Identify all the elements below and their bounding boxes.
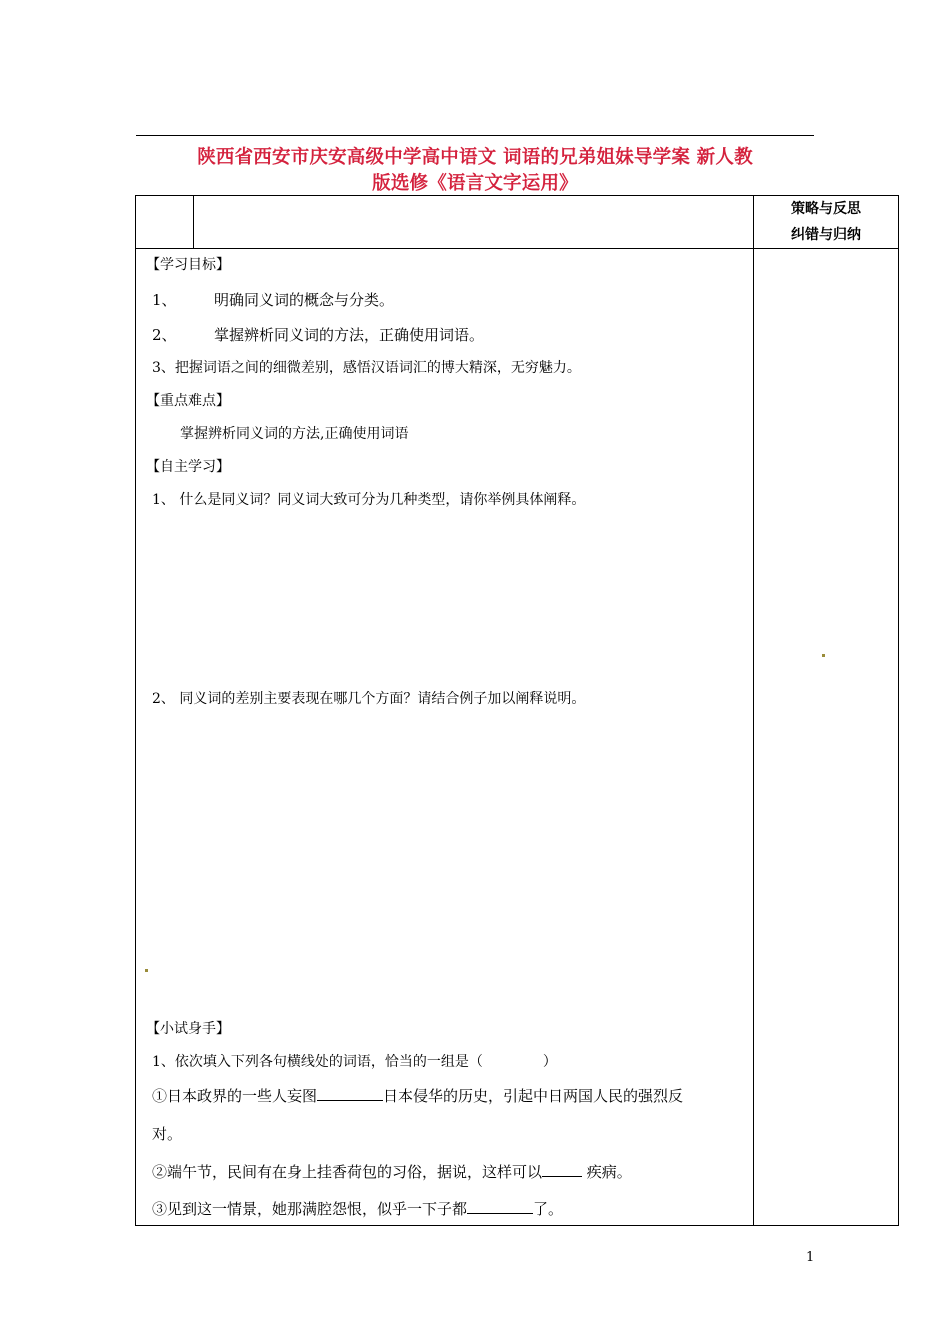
practice-sentence-1 xyxy=(152,1086,683,1106)
header-cell-blank-1 xyxy=(136,196,194,249)
main-content-cell xyxy=(136,249,754,1226)
fill-blank-1[interactable] xyxy=(317,1086,383,1101)
key-points-heading: 【重点难点】 xyxy=(146,393,230,409)
sentence-3-before: ③见到这一情景，她那满腔怨恨，似乎一下子都 xyxy=(152,1200,468,1218)
practice-sentence-1-continued: 对。 xyxy=(152,1125,183,1143)
fill-blank-2[interactable] xyxy=(542,1162,582,1177)
speck-mark-right xyxy=(822,654,825,657)
objective-item-3: 3、把握词语之间的细微差别，感悟汉语词汇的博大精深，无穷魅力。 xyxy=(152,360,581,376)
page-number: 1 xyxy=(806,1250,815,1265)
sidebar-header-line-2: 纠错与归纳 xyxy=(791,227,861,243)
fill-blank-3[interactable] xyxy=(467,1199,533,1214)
document-title xyxy=(136,145,814,197)
practice-question-1 xyxy=(152,1052,557,1072)
notes-column-cell xyxy=(754,249,899,1226)
table-header-row xyxy=(136,196,899,249)
speck-mark xyxy=(145,969,148,972)
self-study-question-1: 1、 什么是同义词？同义词大致可分为几种类型，请你举例具体阐释。 xyxy=(152,492,586,508)
table-body-row xyxy=(136,249,899,1226)
worksheet-table xyxy=(135,195,899,1226)
self-study-question-2: 2、 同义词的差别主要表现在哪几个方面？请结合例子加以阐释说明。 xyxy=(152,691,586,707)
objective-text-2: 掌握辨析同义词的方法，正确使用词语。 xyxy=(214,326,485,344)
objective-item-2 xyxy=(152,325,484,345)
sidebar-header xyxy=(754,196,899,249)
objective-text-1: 明确同义词的概念与分类。 xyxy=(214,291,395,309)
sentence-1-before: ①日本政界的一些人妄图 xyxy=(152,1087,318,1105)
objective-number-1: 1、 xyxy=(152,291,177,309)
key-points-text: 掌握辨析同义词的方法,正确使用词语 xyxy=(180,426,409,442)
sentence-1-after: 日本侵华的历史，引起中日两国人民的强烈反 xyxy=(383,1087,684,1105)
objective-number-2: 2、 xyxy=(152,326,177,344)
practice-sentence-3 xyxy=(152,1199,563,1219)
practice-question-1-prefix: 1、依次填入下列各句横线处的词语，恰当的一组是（ xyxy=(152,1054,483,1070)
practice-sentence-2 xyxy=(152,1162,632,1182)
objective-item-1 xyxy=(152,290,394,310)
practice-heading: 【小试身手】 xyxy=(146,1021,230,1037)
objectives-heading: 【学习目标】 xyxy=(146,257,230,273)
title-line-2: 版选修《语言文字运用》 xyxy=(372,173,578,194)
header-cell-blank-2 xyxy=(194,196,754,249)
header-rule xyxy=(136,135,814,136)
practice-question-1-suffix: ） xyxy=(542,1054,557,1070)
sentence-2-after: 疾病。 xyxy=(582,1163,632,1181)
sentence-3-after: 了。 xyxy=(533,1200,564,1218)
sentence-2-before: ②端午节，民间有在身上挂香荷包的习俗，据说，这样可以 xyxy=(152,1163,543,1181)
sidebar-header-line-1: 策略与反思 xyxy=(791,201,861,217)
self-study-heading: 【自主学习】 xyxy=(146,459,230,475)
title-line-1: 陕西省西安市庆安高级中学高中语文 词语的兄弟姐妹导学案 新人教 xyxy=(197,147,753,168)
